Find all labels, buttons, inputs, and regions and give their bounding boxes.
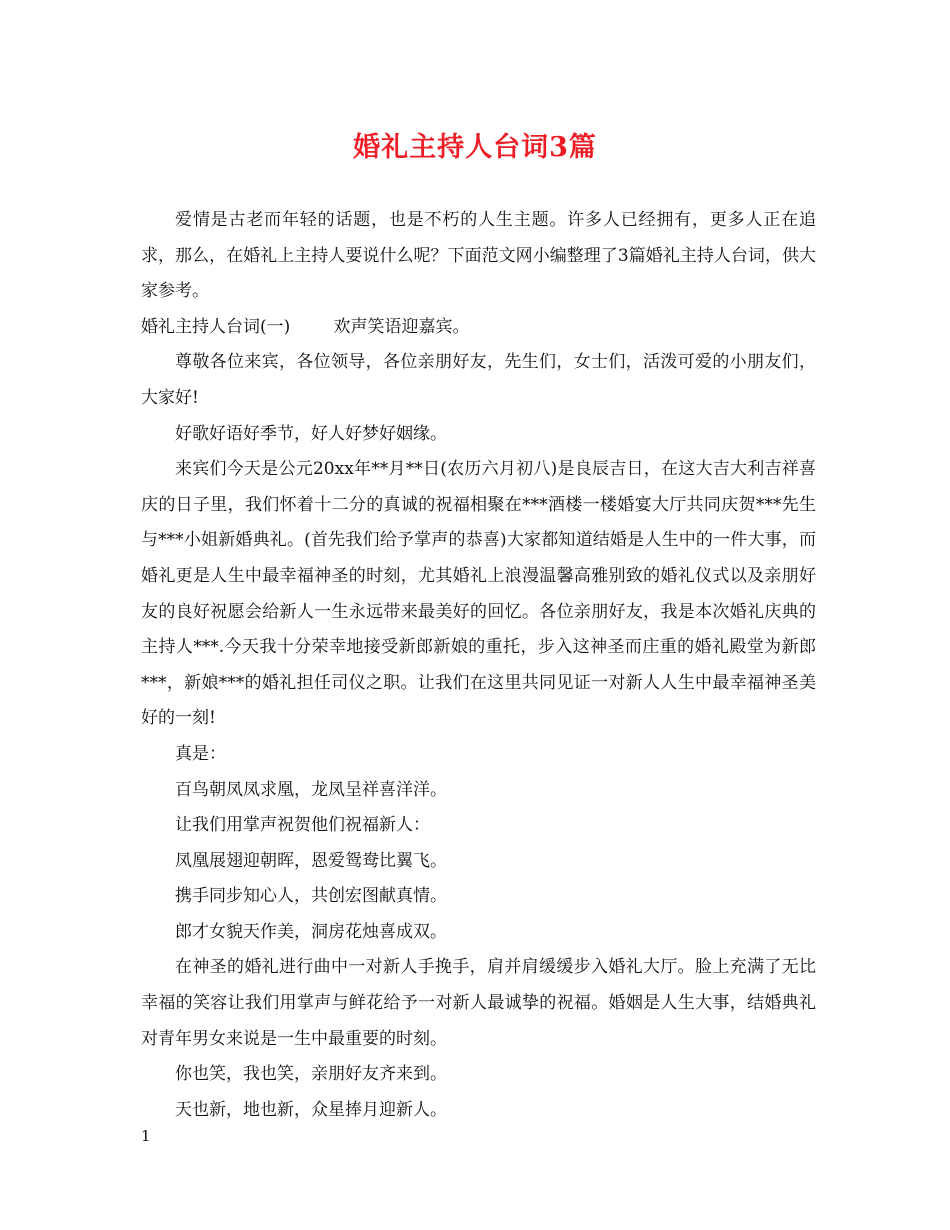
section-subheading: 欢声笑语迎嘉宾。 — [333, 316, 470, 337]
intro-paragraph: 爱情是古老而年轻的话题，也是不朽的人生主题。许多人已经拥有，更多人正在追求，那么，在婚礼上主持人要说什么呢？下面范文网小编整理了3篇婚礼主持人台词，供大家参考。 — [141, 210, 816, 302]
body-paragraph: 真是： — [175, 743, 226, 764]
body-paragraph: 好歌好语好季节，好人好梦好姻缘。 — [175, 423, 447, 444]
verse-line: 携手同步知心人，共创宏图献真情。 — [175, 886, 447, 907]
verse-line: 凤凰展翅迎朝晖，恩爱鸳鸯比翼飞。 — [175, 850, 447, 871]
section-heading-line — [141, 310, 816, 346]
document-body — [141, 203, 816, 1128]
body-paragraph: 尊敬各位来宾，各位领导，各位亲朋好友，先生们，女士们，活泼可爱的小朋友们，大家好! — [141, 352, 816, 408]
body-paragraph: 来宾们今天是公元20xx年**月**日(农历六月初八)是良辰吉日，在这大吉大利吉祥喜庆的日子里，我们怀着十二分的真诚的祝福相聚在***酒楼一楼婚宴大厅共同庆贺***先生与***小姐新婚典礼。(首先我们给予掌声的恭喜)大家都知道结婚是人生中的一件大事，而婚礼更是人生中最幸福神圣的时刻，尤其婚礼上浪漫温馨高雅别致的婚礼仪式以及亲朋好友的良好祝愿会给新人一生永远带来最美好的回忆。各位亲朋好友，我是本次婚礼庆典的主持人***.今天我十分荣幸地接受新郎新娘的重托，步入这神圣而庄重的婚礼殿堂为新郎***，新娘***的婚礼担任司仪之职。让我们在这里共同见证一对新人人生中最幸福神圣美好的一刻! — [141, 459, 816, 729]
body-paragraph: 在神圣的婚礼进行曲中一对新人手挽手，肩并肩缓缓步入婚礼大厅。脸上充满了无比幸福的笑容让我们用掌声与鲜花给予一对新人最诚挚的祝福。婚姻是人生大事，结婚典礼对青年男女来说是一生中最重要的时刻。 — [141, 957, 816, 1049]
page-number: 1 — [141, 1127, 151, 1145]
body-paragraph: 让我们用掌声祝贺他们祝福新人： — [175, 815, 430, 836]
page-title: 婚礼主持人台词3篇 — [353, 132, 597, 163]
verse-line: 你也笑，我也笑，亲朋好友齐来到。 — [175, 1064, 447, 1085]
verse-line: 百鸟朝凤凤求凰，龙凤呈祥喜洋洋。 — [175, 779, 447, 800]
verse-line: 天也新，地也新，众星捧月迎新人。 — [175, 1099, 447, 1120]
verse-line: 郎才女貌天作美，洞房花烛喜成双。 — [175, 921, 447, 942]
section-heading: 婚礼主持人台词(一) — [141, 316, 291, 337]
